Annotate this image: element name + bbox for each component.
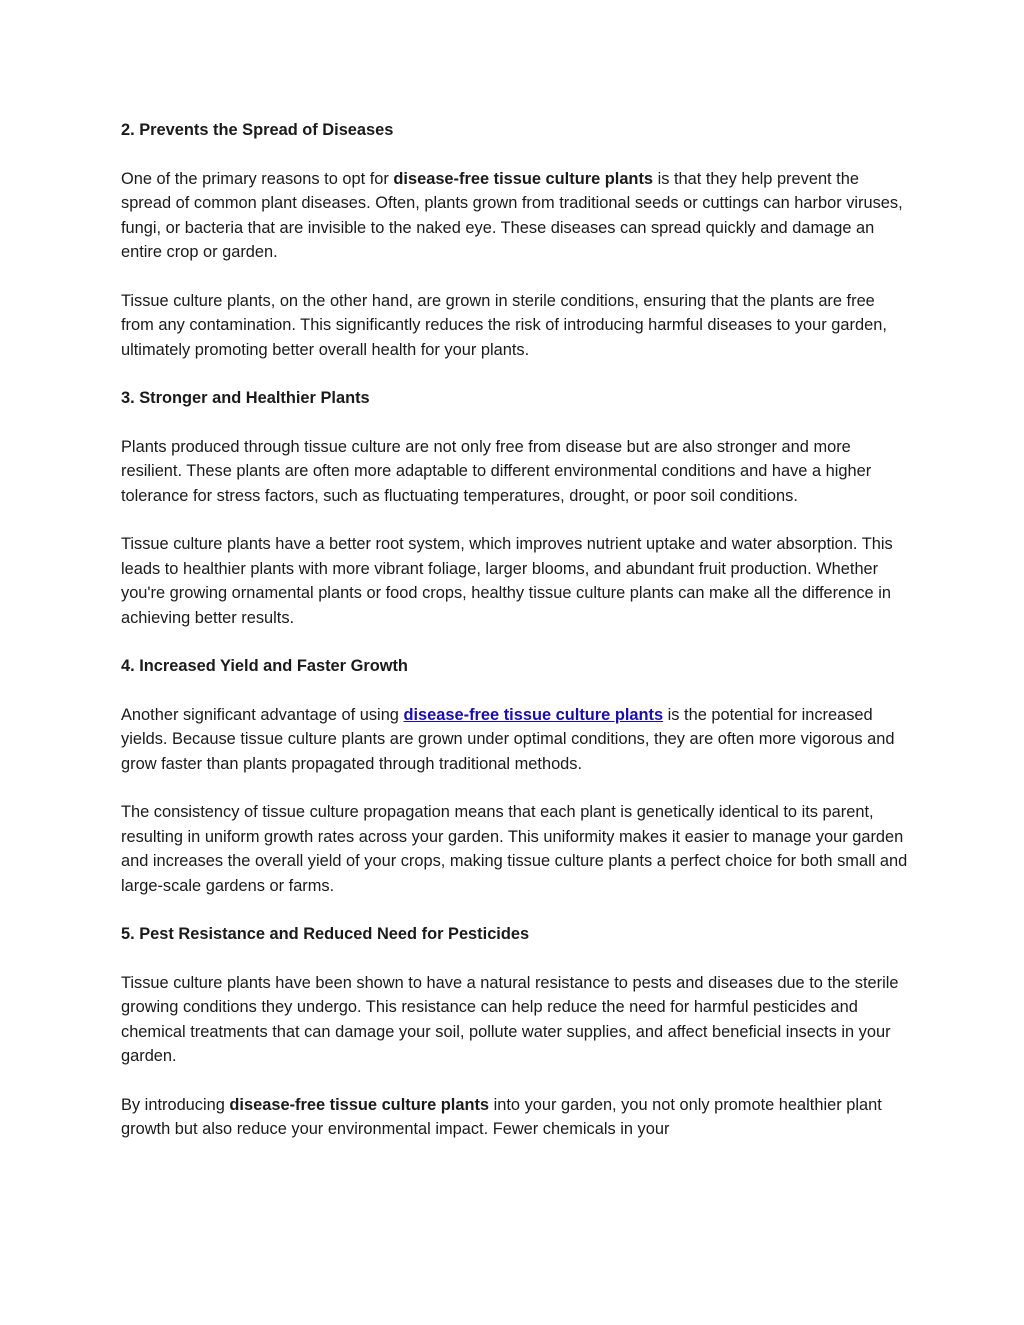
section-stronger-plants [121, 386, 911, 630]
section-prevents-spread [121, 118, 911, 362]
paragraph: The consistency of tissue culture propagation means that each plant is genetically identical to its parent, resulting in uniform growth rates across your garden. This uniformity makes it easier to manage your garden and increases the overall yield of your crops, making tissue culture plants a perfect choice for both small and large-scale gardens or farms. [121, 803, 908, 895]
bold-phrase: disease-free tissue culture plants [393, 169, 654, 188]
paragraph [121, 703, 911, 777]
section-pest-resistance [121, 922, 911, 1142]
section-heading: 2. Prevents the Spread of Diseases [121, 121, 394, 139]
paragraph: Plants produced through tissue culture are not only free from disease but are also stronger and more resilient. These plants are often more adaptable to different environmental conditions and have a higher tolerance for stress factors, such as fluctuating temperatures, drought, or poor soil conditions. [121, 437, 872, 505]
paragraph [121, 1093, 911, 1142]
document-page [121, 118, 911, 1166]
tissue-culture-link[interactable]: disease-free tissue culture plants [403, 705, 664, 724]
paragraph-text: into your garden, you not only promote healthier plant growth but also reduce your environmental impact. Fewer chemicals in your [121, 1095, 882, 1138]
section-increased-yield [121, 654, 911, 898]
paragraph: Tissue culture plants have been shown to have a natural resistance to pests and diseases due to the sterile growing conditions they undergo. This resistance can help reduce the need for harmful pesticides and chemical treatments that can damage your soil, pollute water supplies, and affect beneficial insects in your garden. [121, 973, 899, 1065]
paragraph-text: Another significant advantage of using [121, 705, 404, 724]
paragraph-text: One of the primary reasons to opt for [121, 169, 394, 188]
paragraph [121, 167, 911, 265]
bold-phrase: disease-free tissue culture plants [229, 1095, 490, 1114]
paragraph: Tissue culture plants, on the other hand, are grown in sterile conditions, ensuring that the plants are free from any contamination. This significantly reduces the risk of introducing harmful diseases to your garden, ultimately promoting better overall health for your plants. [121, 291, 887, 359]
section-heading: 3. Stronger and Healthier Plants [121, 389, 370, 407]
paragraph-text: By introducing [121, 1095, 230, 1114]
paragraph-text: is that they help prevent the spread of common plant diseases. Often, plants grown from traditional seeds or cuttings can harbor viruses, fungi, or bacteria that are invisible to the naked eye. These diseases can spread quickly and damage an entire crop or garden. [121, 169, 903, 261]
section-heading: 5. Pest Resistance and Reduced Need for Pesticides [121, 925, 530, 943]
paragraph: Tissue culture plants have a better root system, which improves nutrient uptake and water absorption. This leads to healthier plants with more vibrant foliage, larger blooms, and abundant fruit production. Whether you're growing ornamental plants or food crops, healthy tissue culture plants can make all the difference in achieving better results. [121, 535, 893, 627]
paragraph-text: is the potential for increased yields. Because tissue culture plants are grown under optimal conditions, they are often more vigorous and grow faster than plants propagated through traditional methods. [121, 705, 895, 773]
section-heading: 4. Increased Yield and Faster Growth [121, 657, 408, 675]
